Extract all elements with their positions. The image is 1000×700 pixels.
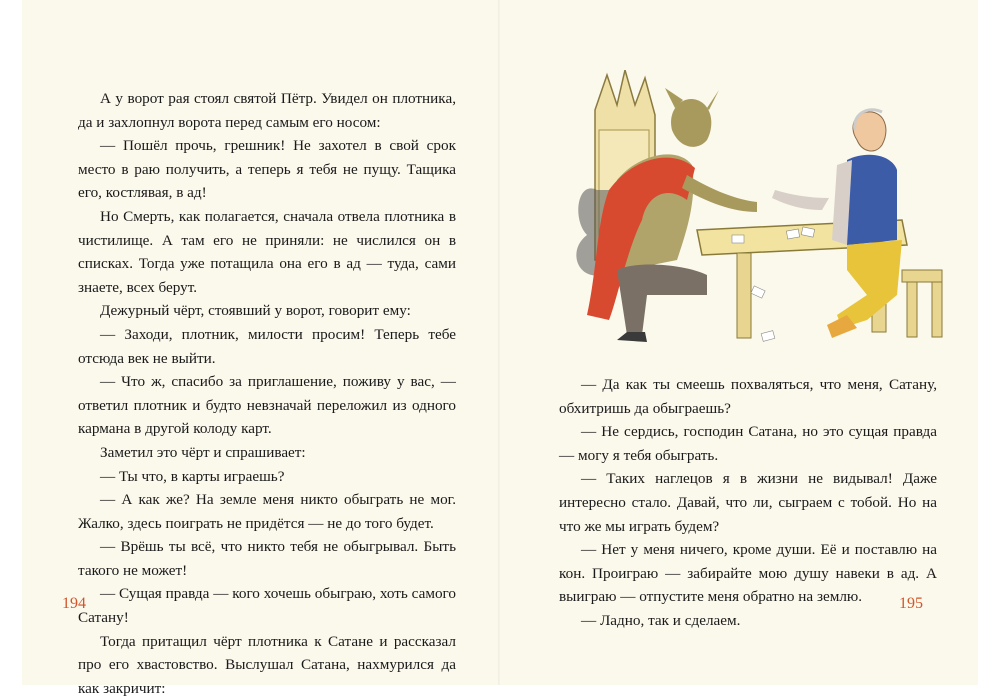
- paragraph: — Таких наглецов я в жизни не видывал! Даже интересно стало. Давай, что ли, сыграем с тобой. Но на что же мы играть будем?: [559, 470, 937, 535]
- paragraph: — Сущая правда — кого хочешь обыграю, хоть самого Сатану!: [78, 585, 456, 627]
- paragraph: Тогда притащил чёрт плотника к Сатане и рассказал про его хвастовство. Выслушал Сатана, нахмурился да как закричит:: [78, 632, 456, 697]
- carpenter-figure: [772, 110, 942, 338]
- page-number-left: 194: [62, 595, 86, 612]
- illustration-devil-and-carpenter-playing-cards: [547, 70, 947, 348]
- page-number-right: 195: [899, 595, 923, 612]
- paragraph: Но Смерть, как полагается, сначала отвела плотника в чистилище. А там его не приняли: не числился он в списках. Тогда уже потащила она его в ад — туда, сами знаете, всех берут.: [78, 207, 456, 296]
- right-page-text: [559, 373, 937, 633]
- paragraph: Дежурный чёрт, стоявший у ворот, говорит ему:: [100, 302, 411, 320]
- paragraph: — Нет у меня ничего, кроме души. Её и поставлю на кон. Проиграю — забирайте мою душу навеки в ад. А выиграю — отпустите меня обратно на землю.: [559, 541, 937, 606]
- paragraph: — Не сердись, господин Сатана, но это сущая правда — могу я тебя обыграть.: [559, 423, 937, 464]
- paragraph: — Ты что, в карты играешь?: [100, 467, 285, 485]
- left-page: [22, 0, 500, 697]
- paragraph: — А как же? На земле меня никто обыграть не мог. Жалко, здесь поиграть не придётся — не до того будет.: [78, 491, 456, 532]
- paragraph: — Пошёл прочь, грешник! Не захотел в свой срок место в раю получить, а теперь я тебя не пущу. Тащика его, костлявая, в ад!: [78, 137, 456, 202]
- paragraph: А у ворот рая стоял святой Пётр. Увидел он плотника, да и захлопнул ворота перед самым его носом:: [78, 90, 456, 131]
- left-page-text: [78, 87, 456, 700]
- paragraph: — Что ж, спасибо за приглашение, поживу у вас, — ответил плотник и будто невзначай переложил из одного кармана в другой колоду карт.: [78, 373, 456, 438]
- paragraph: — Врёшь ты всё, что никто тебя не обыгрывал. Быть такого не может!: [78, 538, 456, 579]
- paragraph: — Ладно, так и сделаем.: [581, 611, 741, 629]
- paragraph: Заметил это чёрт и спрашивает:: [100, 443, 306, 461]
- paragraph: — Заходи, плотник, милости просим! Теперь тебе отсюда век не выйти.: [78, 325, 456, 367]
- right-page: [500, 0, 978, 685]
- paragraph: — Да как ты смеешь похваляться, что меня, Сатану, обхитришь да обыграешь?: [559, 376, 937, 417]
